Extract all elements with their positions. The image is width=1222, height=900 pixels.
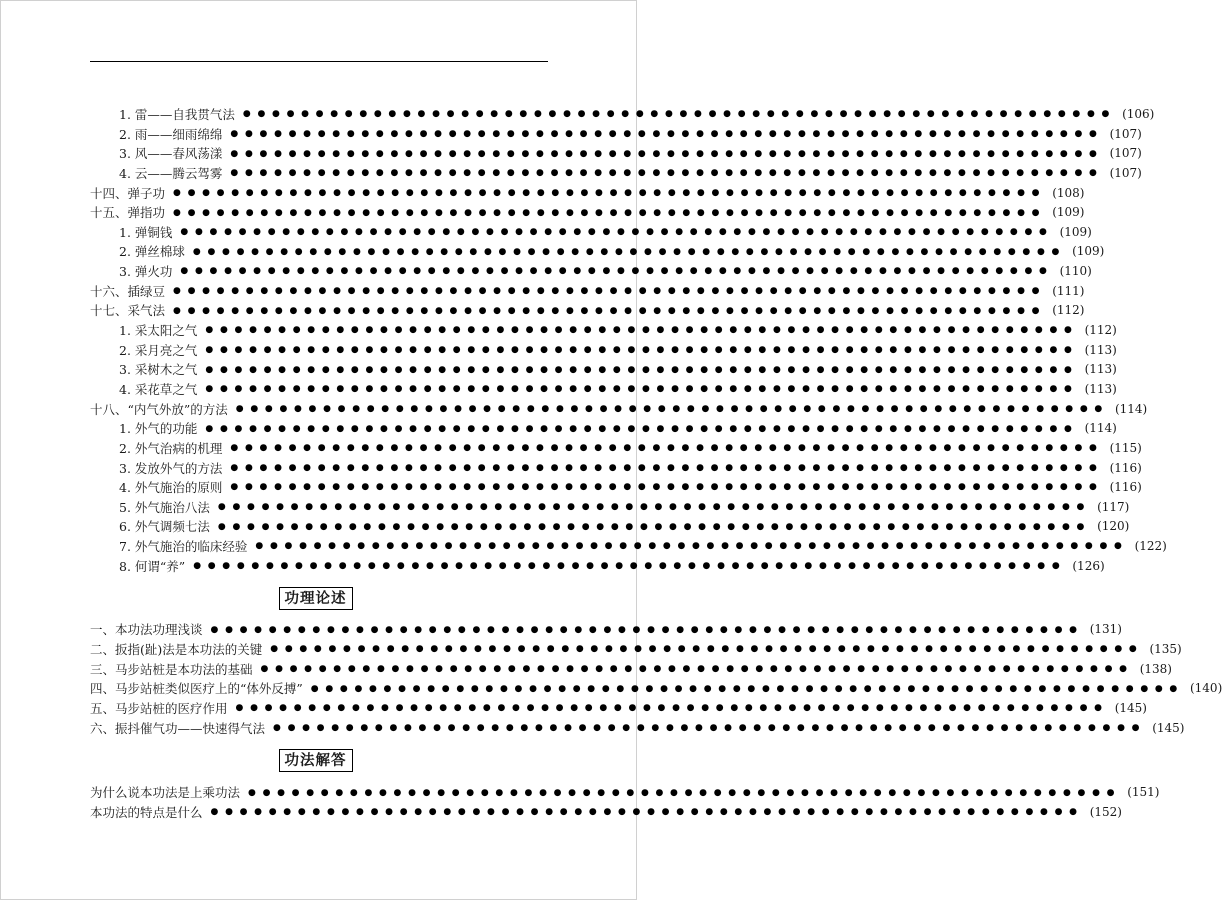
toc-entry[interactable] [90, 242, 1105, 262]
dot-leader: ●●●●●●●●●●●●●●●●●●●●●●●●●●●●●●●●●●●●●●●●●●●●●●●●●●●●●●●●●●●● [173, 207, 1047, 218]
toc-entry-page-number: (151) [1127, 785, 1160, 800]
toc-entry-page-number: (117) [1097, 499, 1130, 514]
toc-entry[interactable] [90, 301, 1085, 321]
dot-leader: ●●●●●●●●●●●●●●●●●●●●●●●●●●●●●●●●●●●●●●●●●●●●●●●●●●●●●●●●●●●● [260, 663, 1134, 674]
toc-entry[interactable] [90, 125, 1142, 145]
toc-entry-title: 六、振抖催气功——快速得气法 [90, 720, 266, 736]
toc-entry-page-number: (131) [1089, 622, 1122, 637]
toc-entry[interactable] [90, 400, 1148, 420]
dot-leader: ●●●●●●●●●●●●●●●●●●●●●●●●●●●●●●●●●●●●●●●●●●●●●●●●●●●●●●●●●●●● [255, 541, 1129, 552]
toc-entry-page-number: (120) [1097, 519, 1130, 534]
section-heading-gongli: 功理论述 [279, 587, 353, 610]
toc-entry[interactable] [90, 223, 1092, 243]
toc-entry-title: 6. 外气调频七法 [119, 519, 210, 535]
dot-leader: ●●●●●●●●●●●●●●●●●●●●●●●●●●●●●●●●●●●●●●●●●●●●●●●●●●●●●●●●●●●● [205, 423, 1079, 434]
toc-entry-page-number: (145) [1114, 700, 1147, 715]
dot-leader: ●●●●●●●●●●●●●●●●●●●●●●●●●●●●●●●●●●●●●●●●●●●●●●●●●●●●●●●●●●●● [192, 246, 1067, 257]
dot-leader: ●●●●●●●●●●●●●●●●●●●●●●●●●●●●●●●●●●●●●●●●●●●●●●●●●●●●●●●●●●●● [210, 624, 1084, 635]
toc-entry[interactable] [90, 282, 1085, 302]
toc-entry[interactable] [90, 439, 1142, 459]
toc-entry-page-number: (110) [1059, 264, 1092, 279]
toc-entry-page-number: (113) [1084, 342, 1117, 357]
toc-entry[interactable] [90, 679, 1222, 699]
toc-entry-title: 二、扳指(趾)法是本功法的关键 [90, 642, 263, 658]
toc-entry-title: 2. 采月亮之气 [119, 342, 198, 358]
dot-leader: ●●●●●●●●●●●●●●●●●●●●●●●●●●●●●●●●●●●●●●●●●●●●●●●●●●●●●●●●●●●● [248, 787, 1122, 798]
toc-entry-title: 3. 风——春风荡漾 [119, 146, 223, 162]
toc-entry-page-number: (113) [1084, 362, 1117, 377]
dot-leader: ●●●●●●●●●●●●●●●●●●●●●●●●●●●●●●●●●●●●●●●●●●●●●●●●●●●●●●●●●●●● [180, 266, 1054, 277]
dot-leader: ●●●●●●●●●●●●●●●●●●●●●●●●●●●●●●●●●●●●●●●●●●●●●●●●●●●●●●●●●●●● [205, 364, 1079, 375]
toc-entry-title: 1. 采太阳之气 [119, 323, 198, 339]
toc-entry-title: 2. 外气治病的机理 [119, 440, 223, 456]
toc-entry-page-number: (140) [1189, 681, 1222, 696]
toc-entry[interactable] [90, 419, 1117, 439]
dot-leader: ●●●●●●●●●●●●●●●●●●●●●●●●●●●●●●●●●●●●●●●●●●●●●●●●●●●●●●●●●●●● [310, 683, 1184, 694]
toc-entry-page-number: (122) [1134, 539, 1167, 554]
dot-leader: ●●●●●●●●●●●●●●●●●●●●●●●●●●●●●●●●●●●●●●●●●●●●●●●●●●●●●●●●●●●● [230, 443, 1104, 454]
toc-entry[interactable] [90, 360, 1117, 380]
toc-entry-page-number: (112) [1084, 323, 1117, 338]
toc-entry-page-number: (138) [1139, 661, 1172, 676]
toc-entry[interactable] [90, 699, 1147, 719]
toc-entry[interactable] [90, 498, 1130, 518]
toc-entry[interactable] [90, 537, 1167, 557]
dot-leader: ●●●●●●●●●●●●●●●●●●●●●●●●●●●●●●●●●●●●●●●●●●●●●●●●●●●●●●●●●●●● [173, 187, 1047, 198]
toc-entry[interactable] [90, 262, 1092, 282]
toc-entry[interactable] [90, 203, 1085, 223]
toc-entry-title: 4. 采花草之气 [119, 381, 198, 397]
section-heading-wrap [90, 738, 541, 783]
dot-leader: ●●●●●●●●●●●●●●●●●●●●●●●●●●●●●●●●●●●●●●●●●●●●●●●●●●●●●●●●●●●● [242, 109, 1117, 120]
toc-entry-page-number: (107) [1109, 146, 1142, 161]
dot-leader: ●●●●●●●●●●●●●●●●●●●●●●●●●●●●●●●●●●●●●●●●●●●●●●●●●●●●●●●●●●●● [230, 148, 1104, 159]
toc-entry[interactable] [90, 459, 1142, 479]
toc-entry-page-number: (115) [1109, 440, 1142, 455]
toc-entry-title: 7. 外气施治的临床经验 [119, 539, 248, 555]
dot-leader: ●●●●●●●●●●●●●●●●●●●●●●●●●●●●●●●●●●●●●●●●●●●●●●●●●●●●●●●●●●●● [180, 227, 1054, 238]
dot-leader: ●●●●●●●●●●●●●●●●●●●●●●●●●●●●●●●●●●●●●●●●●●●●●●●●●●●●●●●●●●●● [205, 384, 1079, 395]
toc-entry-title: 十五、弹指功 [90, 205, 166, 221]
table-of-contents [90, 105, 1222, 823]
toc-entry-page-number: (107) [1109, 165, 1142, 180]
dot-leader: ●●●●●●●●●●●●●●●●●●●●●●●●●●●●●●●●●●●●●●●●●●●●●●●●●●●●●●●●●●●● [230, 482, 1104, 493]
toc-entry[interactable] [90, 517, 1130, 537]
toc-entry-page-number: (145) [1152, 720, 1185, 735]
dot-leader: ●●●●●●●●●●●●●●●●●●●●●●●●●●●●●●●●●●●●●●●●●●●●●●●●●●●●●●●●●●●● [273, 722, 1147, 733]
toc-entry-page-number: (152) [1089, 804, 1122, 819]
toc-entry[interactable] [90, 719, 1185, 739]
header-rule [90, 61, 548, 62]
section-heading-jieda: 功法解答 [279, 749, 353, 772]
dot-leader: ●●●●●●●●●●●●●●●●●●●●●●●●●●●●●●●●●●●●●●●●●●●●●●●●●●●●●●●●●●●● [205, 325, 1079, 336]
toc-entry-page-number: (107) [1109, 126, 1142, 141]
toc-entry-page-number: (135) [1149, 642, 1182, 657]
section-heading-wrap [90, 576, 541, 620]
dot-leader: ●●●●●●●●●●●●●●●●●●●●●●●●●●●●●●●●●●●●●●●●●●●●●●●●●●●●●●●●●●●● [205, 345, 1079, 355]
toc-entry-title: 4. 外气施治的原则 [119, 480, 223, 496]
toc-entry-page-number: (114) [1114, 401, 1148, 416]
dot-leader: ●●●●●●●●●●●●●●●●●●●●●●●●●●●●●●●●●●●●●●●●●●●●●●●●●●●●●●●●●●●● [270, 644, 1144, 655]
toc-entry-title: 2. 弹丝棉球 [119, 244, 185, 260]
toc-section-3 [90, 783, 1160, 822]
toc-entry-title: 三、马步站桩是本功法的基础 [90, 661, 253, 677]
toc-entry-title: 2. 雨——细雨绵绵 [119, 126, 223, 142]
toc-entry-page-number: (116) [1109, 460, 1142, 475]
toc-entry-title: 3. 弹火功 [119, 264, 173, 280]
toc-section-2 [90, 620, 1222, 738]
toc-entry-title: 十六、插绿豆 [90, 283, 166, 299]
toc-entry-title: 8. 何谓“养” [119, 558, 186, 574]
dot-leader: ●●●●●●●●●●●●●●●●●●●●●●●●●●●●●●●●●●●●●●●●●●●●●●●●●●●●●●●●●●●● [235, 403, 1109, 414]
toc-entry-title: 为什么说本功法是上乘功法 [90, 785, 241, 801]
dot-leader: ●●●●●●●●●●●●●●●●●●●●●●●●●●●●●●●●●●●●●●●●●●●●●●●●●●●●●●●●●●●● [210, 807, 1084, 818]
toc-entry[interactable] [90, 164, 1142, 184]
toc-entry-title: 十七、采气法 [90, 303, 166, 319]
toc-entry-title: 1. 外气的功能 [119, 421, 198, 437]
toc-entry-title: 1. 雷——自我贯气法 [119, 107, 235, 122]
dot-leader: ●●●●●●●●●●●●●●●●●●●●●●●●●●●●●●●●●●●●●●●●●●●●●●●●●●●●●●●●●●●● [193, 561, 1067, 572]
toc-entry-page-number: (116) [1109, 480, 1142, 495]
toc-entry[interactable] [90, 660, 1172, 680]
toc-section-1 [90, 105, 1167, 576]
toc-entry-title: 4. 云——腾云驾雾 [119, 165, 223, 181]
toc-entry-title: 十四、弹子功 [90, 185, 166, 201]
dot-leader: ●●●●●●●●●●●●●●●●●●●●●●●●●●●●●●●●●●●●●●●●●●●●●●●●●●●●●●●●●●●● [235, 703, 1109, 714]
toc-entry-title: 3. 采树木之气 [119, 362, 198, 378]
toc-entry[interactable] [90, 380, 1117, 400]
toc-entry[interactable] [90, 803, 1122, 823]
toc-entry-page-number: (113) [1084, 381, 1117, 396]
toc-entry-title: 十八、“内气外放”的方法 [90, 401, 228, 417]
dot-leader: ●●●●●●●●●●●●●●●●●●●●●●●●●●●●●●●●●●●●●●●●●●●●●●●●●●●●●●●●●●●● [217, 502, 1092, 513]
toc-entry[interactable] [90, 144, 1142, 164]
toc-entry-page-number: (112) [1052, 303, 1085, 318]
toc-entry-title: 一、本功法功理浅谈 [90, 622, 203, 638]
toc-entry[interactable] [90, 640, 1182, 660]
toc-entry-page-number: (109) [1052, 205, 1085, 220]
dot-leader: ●●●●●●●●●●●●●●●●●●●●●●●●●●●●●●●●●●●●●●●●●●●●●●●●●●●●●●●●●●●● [230, 128, 1104, 139]
dot-leader: ●●●●●●●●●●●●●●●●●●●●●●●●●●●●●●●●●●●●●●●●●●●●●●●●●●●●●●●●●●●● [173, 286, 1047, 297]
toc-entry[interactable] [90, 783, 1160, 803]
toc-entry-page-number: (109) [1072, 244, 1105, 259]
dot-leader: ●●●●●●●●●●●●●●●●●●●●●●●●●●●●●●●●●●●●●●●●●●●●●●●●●●●●●●●●●●●● [173, 305, 1047, 316]
dot-leader: ●●●●●●●●●●●●●●●●●●●●●●●●●●●●●●●●●●●●●●●●●●●●●●●●●●●●●●●●●●●● [230, 168, 1104, 179]
toc-entry-page-number: (126) [1072, 558, 1105, 573]
toc-entry-page-number: (109) [1059, 224, 1092, 239]
toc-entry-title: 本功法的特点是什么 [90, 804, 203, 820]
toc-entry-page-number: (111) [1052, 283, 1085, 298]
toc-entry[interactable] [90, 321, 1117, 341]
toc-entry-page-number: (114) [1084, 421, 1117, 436]
toc-entry[interactable] [90, 184, 1085, 204]
dot-leader: ●●●●●●●●●●●●●●●●●●●●●●●●●●●●●●●●●●●●●●●●●●●●●●●●●●●●●●●●●●●● [217, 521, 1092, 532]
toc-entry-page-number: (108) [1052, 185, 1085, 200]
toc-entry-title: 五、马步站桩的医疗作用 [90, 700, 228, 716]
toc-entry-page-number: (106) [1122, 107, 1155, 121]
toc-entry-title: 5. 外气施治八法 [119, 499, 210, 515]
toc-entry-title: 四、马步站桩类似医疗上的“体外反搏” [90, 681, 303, 697]
toc-entry-title: 1. 弹铜钱 [119, 224, 173, 240]
dot-leader: ●●●●●●●●●●●●●●●●●●●●●●●●●●●●●●●●●●●●●●●●●●●●●●●●●●●●●●●●●●●● [230, 462, 1104, 473]
toc-entry[interactable] [90, 620, 1122, 640]
toc-entry[interactable] [90, 105, 1155, 125]
toc-entry[interactable] [90, 557, 1105, 577]
toc-entry[interactable] [90, 478, 1142, 498]
toc-entry-title: 3. 发放外气的方法 [119, 460, 223, 476]
toc-entry[interactable] [90, 341, 1117, 361]
